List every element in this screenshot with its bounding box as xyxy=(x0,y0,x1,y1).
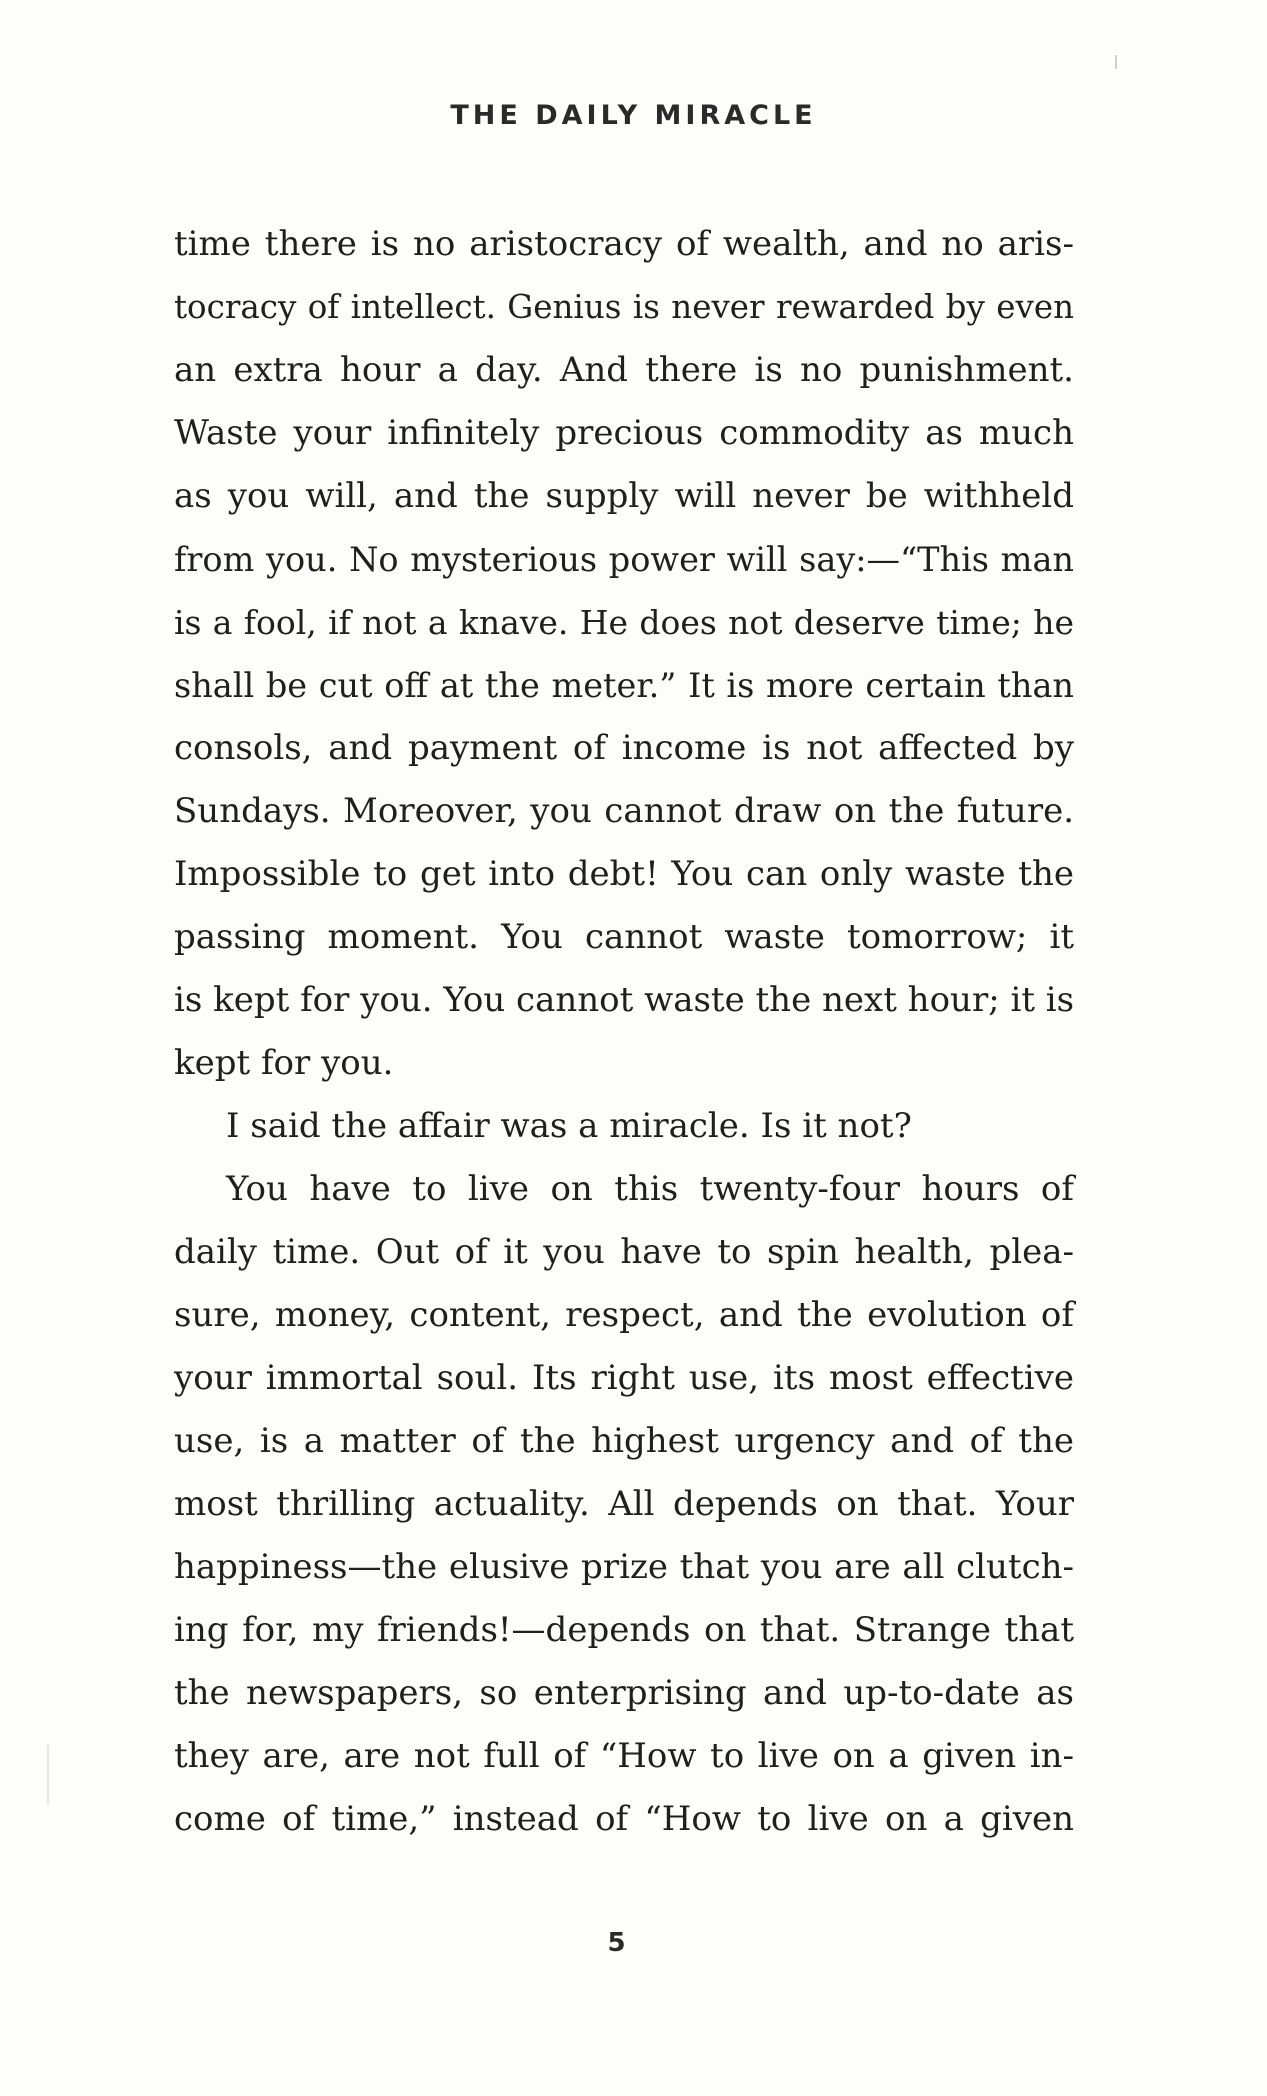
paragraph-start-line: I said the affair was a miracle. Is it not? xyxy=(226,1106,912,1146)
text-line: tocracy of intellect. Genius is never rewarded by even xyxy=(174,288,1074,326)
text-line: is kept for you. You cannot waste the next hour; it is xyxy=(174,980,1075,1020)
paragraph-start-line: You have to live on this twenty-four hours of xyxy=(226,1169,1074,1209)
page-number: 5 xyxy=(607,1928,626,1958)
text-line: is a fool, if not a knave. He does not deserve time; he xyxy=(174,603,1074,642)
scan-artifact-mark xyxy=(1115,55,1117,69)
text-line: they are, are not full of “How to live on a given in- xyxy=(174,1736,1074,1776)
text-line: sure, money, content, respect, and the evolution of xyxy=(174,1295,1074,1335)
text-line: time there is no aristocracy of wealth, and no aris- xyxy=(174,224,1074,264)
text-line: come of time,” instead of “How to live on a given xyxy=(174,1799,1074,1839)
text-line: your immortal soul. Its right use, its most effective xyxy=(174,1358,1074,1398)
text-line: Waste your infinitely precious commodity as much xyxy=(174,413,1074,453)
text-line: passing moment. You cannot waste tomorrow; it xyxy=(174,917,1074,957)
text-line: the newspapers, so enterprising and up-to-date as xyxy=(174,1673,1074,1713)
body-text xyxy=(174,213,1074,1851)
text-line: an extra hour a day. And there is no punishment. xyxy=(174,350,1074,390)
text-line: happiness—the elusive prize that you are all clutch- xyxy=(174,1547,1074,1587)
text-line: shall be cut off at the meter.” It is more certain than xyxy=(174,666,1074,705)
text-line: Sundays. Moreover, you cannot draw on the future. xyxy=(174,791,1074,831)
text-line: from you. No mysterious power will say:—“This man xyxy=(174,540,1074,579)
scan-artifact-mark xyxy=(47,1745,49,1805)
text-line: consols, and payment of income is not affected by xyxy=(174,728,1074,768)
text-line: use, is a matter of the highest urgency and of the xyxy=(174,1421,1074,1461)
text-line: as you will, and the supply will never be withheld xyxy=(174,476,1074,516)
running-head: THE DAILY MIRACLE xyxy=(450,100,817,131)
text-line: Impossible to get into debt! You can only waste the xyxy=(174,854,1074,894)
text-line: kept for you. xyxy=(174,1043,394,1083)
text-line: daily time. Out of it you have to spin health, plea- xyxy=(174,1232,1074,1272)
text-line: most thrilling actuality. All depends on that. Your xyxy=(174,1484,1074,1524)
text-line: ing for, my friends!—depends on that. Strange that xyxy=(174,1610,1074,1650)
